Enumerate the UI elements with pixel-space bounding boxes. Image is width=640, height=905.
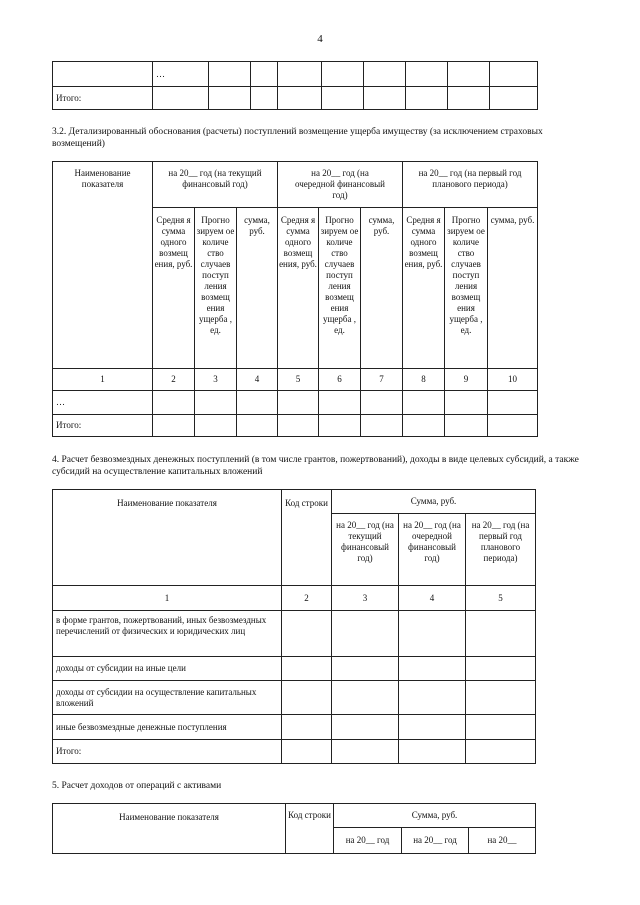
s32-year-group-1: на 20__ год (на текущий финансовый год) (153, 162, 278, 208)
section-4-table (52, 489, 536, 764)
s4-colnum-1: 1 (53, 586, 282, 611)
s5-year-col-3: на 20__ (469, 828, 536, 854)
section-4-heading: 4. Расчет безвозмездных денежных поступлений (в том числе грантов, пожертвований), доходы в виде целевых субсидий, а также субсидий на осуществление капитальных вложений (52, 455, 579, 477)
s32-year-group-2: на 20__ год (на очередной финансовый год) (278, 162, 403, 208)
s5-col-name: Наименование показателя (53, 804, 286, 854)
s32-col-name: Наименование показателя (53, 162, 153, 369)
s32-sub-sum-1: сумма, руб. (237, 208, 278, 369)
s4-colnum-3: 3 (332, 586, 399, 611)
s5-col-code: Код строки (286, 804, 334, 854)
section-3-2-table (52, 161, 538, 437)
s32-sub-forecast-1: Прогно зируем ое количе ство случаев поступ ления возмещ ения ущерба , ед. (195, 208, 237, 369)
s4-col-code: Код строки (282, 490, 332, 586)
top-row-cell-1 (53, 62, 153, 87)
s32-dots-row: … (53, 391, 153, 415)
s32-sub-forecast-3: Прогно зируем ое количе ство случаев поступ ления возмещ ения ущерба , ед. (445, 208, 488, 369)
s32-colnum-7: 7 (361, 369, 403, 391)
s4-year-col-3: на 20__ год (на первый год планового периода) (466, 514, 536, 586)
top-row-dots: … (153, 62, 209, 87)
section-5-heading: 5. Расчет доходов от операций с активами (52, 781, 222, 791)
s32-colnum-5: 5 (278, 369, 319, 391)
s4-year-col-1: на 20__ год (на текущий финансовый год) (332, 514, 399, 586)
s4-col-sum: Сумма, руб. (332, 490, 536, 514)
s4-row-grants: в форме грантов, пожертвований, иных безвозмездных перечислений от физических и юридических лиц (53, 611, 282, 657)
s32-colnum-10: 10 (488, 369, 538, 391)
s4-col-name: Наименование показателя (53, 490, 282, 586)
s32-colnum-6: 6 (319, 369, 361, 391)
s32-total-label: Итого: (53, 415, 153, 437)
top-table (52, 61, 538, 110)
s4-row-other-free: иные безвозмездные денежные поступления (53, 715, 282, 740)
s4-row-subsidy-other: доходы от субсидии на иные цели (53, 657, 282, 681)
s32-colnum-8: 8 (403, 369, 445, 391)
top-total-label: Итого: (53, 87, 153, 110)
s4-colnum-5: 5 (466, 586, 536, 611)
s5-col-sum: Сумма, руб. (334, 804, 536, 828)
s4-colnum-2: 2 (282, 586, 332, 611)
s32-sub-forecast-2: Прогно зируем ое количе ство случаев поступ ления возмещ ения ущерба , ед. (319, 208, 361, 369)
s32-colnum-1: 1 (53, 369, 153, 391)
s32-sub-avg-1: Средня я сумма одного возмещ ения, руб. (153, 208, 195, 369)
s32-year-group-3: на 20__ год (на первый год планового периода) (403, 162, 538, 208)
section-3-2-heading: 3.2. Детализированный обоснования (расчеты) поступлений возмещение ущерба имуществу (за исключением страховых возмещений) (52, 127, 543, 149)
s5-year-col-1: на 20__ год (334, 828, 402, 854)
s4-colnum-4: 4 (399, 586, 466, 611)
s32-colnum-4: 4 (237, 369, 278, 391)
s32-sub-sum-3: сумма, руб. (488, 208, 538, 369)
s32-sub-sum-2: сумма, руб. (361, 208, 403, 369)
s32-sub-avg-2: Средня я сумма одного возмещ ения, руб. (278, 208, 319, 369)
s4-row-subsidy-capital: доходы от субсидии на осуществление капитальных вложений (53, 681, 282, 715)
s4-year-col-2: на 20__ год (на очередной финансовый год) (399, 514, 466, 586)
s32-colnum-9: 9 (445, 369, 488, 391)
s32-sub-avg-3: Средня я сумма одного возмещ ения, руб. (403, 208, 445, 369)
s32-colnum-2: 2 (153, 369, 195, 391)
s32-colnum-3: 3 (195, 369, 237, 391)
s5-year-col-2: на 20__ год (402, 828, 469, 854)
section-5-table (52, 803, 536, 854)
s4-row-total: Итого: (53, 740, 282, 764)
page-number: 4 (317, 33, 323, 45)
